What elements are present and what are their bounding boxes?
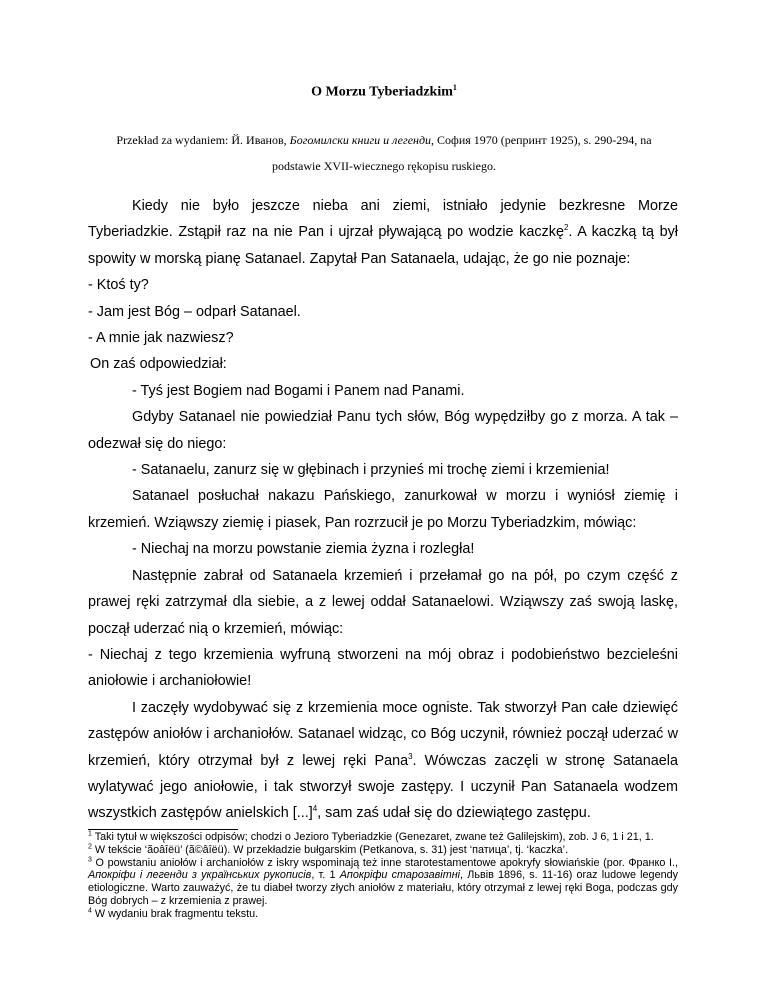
footnote-3-text-b: , т. 1 bbox=[311, 869, 340, 882]
footnote-ref-3[interactable]: 3 bbox=[408, 751, 413, 761]
translation-note-suffix: , София 1970 (репринт 1925), s. 290-294, na podstawie XVII-wiecznego rękopisu ruskiego. bbox=[272, 133, 652, 173]
paragraph-1 bbox=[88, 193, 678, 272]
paragraph-5-text-c: , sam zaś udał się do dziewiątego zastępu. bbox=[317, 805, 591, 822]
footnote-3-title-1: Апокріфи і легенди з українських рукописів bbox=[88, 869, 312, 882]
dialogue-line-7: - Niechaj na morzu powstanie ziemia żyzna i rozległa! bbox=[132, 541, 475, 558]
footnote-3-text-c: , Львів 1896, s. 11-16) oraz ludowe legendy etiologiczne. Warto zauważyć, że tu diabeł tworzy złych aniołów z materiału, który otrzymał z lewej ręki Boga, podczas gdy Bóg dobrych – z krzemienia z prawej. bbox=[88, 869, 678, 907]
paragraph-1-text-b: . A kaczką tą był spowity w morską pianę Satanael. Zapytał Pan Satanaela, udając, że go nie poznaje: bbox=[88, 224, 679, 267]
footnote-ref-1[interactable]: 1 bbox=[452, 83, 457, 92]
footnote-3 bbox=[88, 857, 678, 908]
document-title bbox=[0, 83, 768, 101]
footnote-separator bbox=[88, 829, 238, 830]
footnote-1-text: Taki tytuł w większości odpisów; chodzi o Jezioro Tyberiadzkie (Genezaret, zwane też Galilejskim), zob. J 6, 1 i 21, 1. bbox=[91, 831, 654, 843]
footnote-3-text-a: O powstaniu aniołów i archaniołów z iskry wspominają też inne starotestamentowe apokryfy słowiańskie (por. Франко І., bbox=[91, 856, 678, 869]
footnote-3-title-2: Апокріфи старозавітні bbox=[339, 869, 461, 882]
footnote-1-number: 1 bbox=[88, 830, 92, 838]
legend-text bbox=[88, 193, 678, 827]
title-text: O Morzu Tyberiadzkim bbox=[311, 84, 453, 100]
paragraph-5-text-a: I zaczęły wydobywać się z krzemienia moce ogniste. Tak stworzył Pan całe dziewięć zastępów aniołów i archaniołów. Satanael widząc, co Bóg uczynił, również począł uderzać w krzemień, który otrzymał był z lewej ręki Pana bbox=[88, 699, 678, 769]
dialogue-line-8: - Niechaj z tego krzemienia wyfruną stworzeni na mój obraz i podobieństwo bezcieleśni aniołowie i archaniołowie! bbox=[88, 646, 678, 690]
footnote-2-number: 2 bbox=[88, 843, 92, 851]
paragraph-4: Następnie zabrał od Satanaela krzemień i przełamał go na pół, po czym część z prawej ręki zatrzymał dla siebie, a z lewej oddał Satanaelowi. Wziąwszy zaś swoją laskę, począł uderzać nią o krzemień, mówiąc: bbox=[88, 567, 678, 637]
paragraph-5 bbox=[88, 695, 678, 827]
translation-note bbox=[95, 127, 673, 179]
dialogue-line-4: On zaś odpowiedział: bbox=[90, 356, 227, 373]
footnote-3-number: 3 bbox=[88, 856, 92, 863]
source-book-title: Богомилски книги и легенди bbox=[289, 133, 432, 147]
footnote-2 bbox=[88, 844, 678, 857]
footnote-ref-4[interactable]: 4 bbox=[312, 804, 318, 814]
translation-note-prefix: Przekład za wydaniem: Й. Иванов, bbox=[116, 133, 290, 147]
footnotes bbox=[88, 831, 678, 921]
dialogue-line-5: - Tyś jest Bogiem nad Bogami i Panem nad Panami. bbox=[132, 382, 465, 399]
footnote-ref-2[interactable]: 2 bbox=[563, 223, 569, 233]
paragraph-3: Satanael posłuchał nakazu Pańskiego, zanurkował w morzu i wyniósł ziemię i krzemień. Wziąwszy ziemię i piasek, Pan rozrzucił je po Morzu Tyberiadzkim, mówiąc: bbox=[88, 488, 678, 531]
paragraph-1-text-a: Kiedy nie było jeszcze nieba ani ziemi, istniało jedynie bezkresne Morze Tyberiadzkie. Zstąpił raz na nie Pan i ujrzał pływającą po wodzie kaczkę bbox=[88, 198, 678, 241]
dialogue-line-2: - Jam jest Bóg – odparł Satanael. bbox=[88, 303, 301, 320]
paragraph-2: Gdyby Satanael nie powiedział Panu tych słów, Bóg wypędziłby go z morza. A tak – odezwał się do niego: bbox=[88, 409, 678, 452]
footnote-4 bbox=[88, 908, 678, 921]
footnote-1 bbox=[88, 831, 678, 844]
dialogue-line-3: - A mnie jak nazwiesz? bbox=[88, 330, 234, 347]
footnote-2-text: W tekście ‘ãoâîëü’ (ã©âîëü). W przekładzie bułgarskim (Petkanova, s. 31) jest ‘патица’, tj. ‘kaczka’. bbox=[91, 843, 569, 856]
dialogue-line-6: - Satanaelu, zanurz się w głębinach i przynieś mi trochę ziemi i krzemienia! bbox=[132, 462, 610, 479]
paragraph-5-text-b: . Wówczas zaczęli w stronę Satanaela wylatywać jego aniołowie, i tak stworzył swoje zastępy. I uczynił Pan Satanaela wodzem wszystkich zastępów anielskich [...] bbox=[88, 752, 678, 822]
footnote-4-text: W wydaniu brak fragmentu tekstu. bbox=[91, 907, 259, 920]
footnote-4-number: 4 bbox=[88, 907, 92, 915]
dialogue-line-1: - Ktoś ty? bbox=[88, 277, 149, 294]
